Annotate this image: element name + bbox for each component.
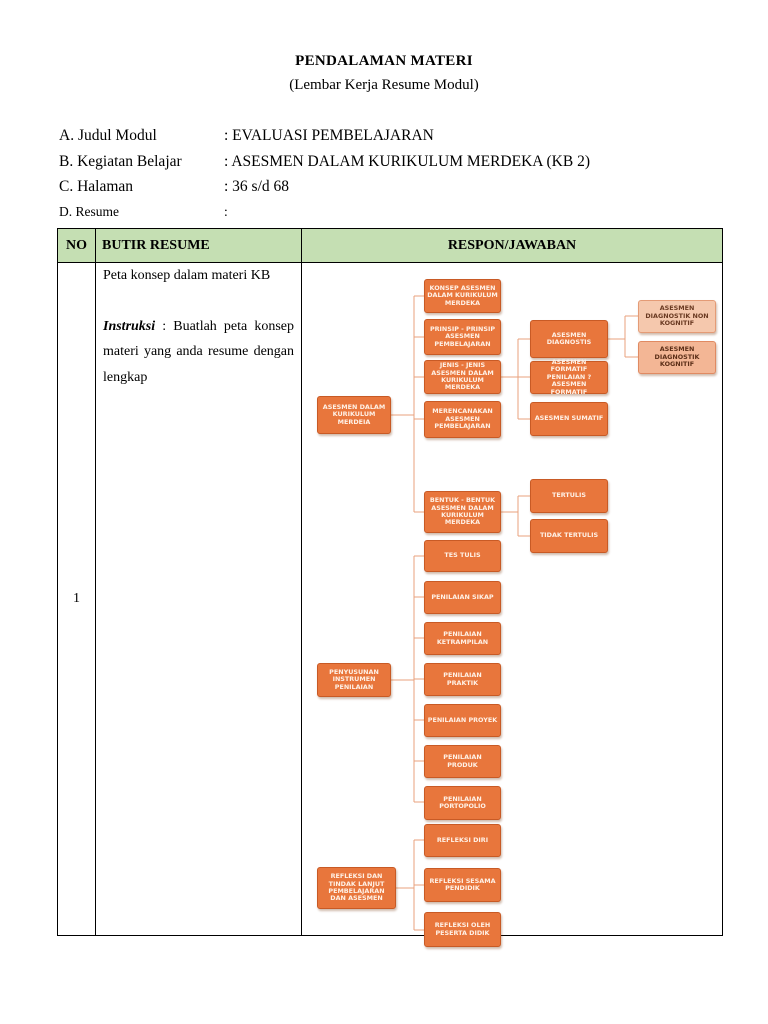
map-node-refleksi-sesama-pendidik: REFLEKSI SESAMA PENDIDIK	[424, 868, 501, 902]
meta-value-judul-modul: : EVALUASI PEMBELAJARAN	[224, 127, 434, 144]
meta-label-kegiatan-belajar: B. Kegiatan Belajar	[59, 153, 182, 170]
map-node-merencanakan-asesmen: MERENCANAKAN ASESMEN PEMBELAJARAN	[424, 401, 501, 438]
map-node-refleksi-diri: REFLEKSI DIRI	[424, 824, 501, 857]
map-node-jenis-asesmen: JENIS - JENIS ASESMEN DALAM KURIKULUM MERDEKA	[424, 360, 501, 394]
map-node-asesmen-diagnostis: ASESMEN DIAGNOSTIS	[530, 320, 608, 358]
map-node-konsep-asesmen: KONSEP ASESMEN DALAM KURIKULUM MERDEKA	[424, 279, 501, 313]
map-node-penilaian-praktik: PENILAIAN PRAKTIK	[424, 663, 501, 696]
instruksi-paragraph	[103, 314, 294, 391]
map-node-penilaian-proyek: PENILAIAN PROYEK	[424, 704, 501, 737]
meta-label-resume: D. Resume	[59, 204, 119, 219]
map-root-penyusunan-instrumen: PENYUSUNAN INSTRUMEN PENILAIAN	[317, 663, 391, 697]
map-root-asesmen-kurikulum: ASESMEN DALAM KURIKULUM MERDEIA	[317, 396, 391, 434]
table-row	[58, 263, 723, 936]
table-header-row	[58, 229, 723, 263]
butir-line: Peta konsep dalam materi KB	[103, 268, 271, 283]
map-node-penilaian-sikap: PENILAIAN SIKAP	[424, 581, 501, 614]
map-node-tertulis: TERTULIS	[530, 479, 608, 513]
respon-cell	[302, 263, 723, 936]
map-node-tidak-tertulis: TIDAK TERTULIS	[530, 519, 608, 553]
map-node-asesmen-formatif: ASESMEN FORMATIF PENILAIAN ? ASESMEN FORMATIF	[530, 361, 608, 394]
header-butir-resume: BUTIR RESUME	[96, 229, 302, 263]
map-node-prinsip-asesmen: PRINSIP - PRINSIP ASESMEN PEMBELAJARAN	[424, 319, 501, 355]
header-respon-jawaban: RESPON/JAWABAN	[302, 229, 723, 263]
map-node-asesmen-sumatif: ASESMEN SUMATIF	[530, 402, 608, 436]
map-node-refleksi-peserta-didik: REFLEKSI OLEH PESERTA DIDIK	[424, 912, 501, 947]
meta-value-kegiatan-belajar: : ASESMEN DALAM KURIKULUM MERDEKA (KB 2)	[224, 153, 590, 170]
butir-resume-cell	[96, 263, 302, 936]
map-node-bentuk-asesmen: BENTUK - BENTUK ASESMEN DALAM KURIKULUM MERDEKA	[424, 491, 501, 533]
map-root-refleksi-tindak-lanjut: REFLEKSI DAN TINDAK LANJUT PEMBELAJARAN DAN ASESMEN	[317, 867, 396, 909]
map-node-penilaian-ketrampilan: PENILAIAN KETRAMPILAN	[424, 622, 501, 655]
map-node-diagnostik-kognitif: ASESMEN DIAGNOSTIK KOGNITIF	[638, 341, 716, 374]
meta-value-resume: :	[224, 204, 228, 219]
map-node-diagnostik-non-kognitif: ASESMEN DIAGNOSTIK NON KOGNITIF	[638, 300, 716, 333]
meta-value-halaman: : 36 s/d 68	[224, 178, 290, 195]
header-no: NO	[58, 229, 96, 263]
instruksi-text: : Buatlah peta konsep materi yang anda resume dengan lengkap	[103, 318, 294, 385]
page-subtitle: (Lembar Kerja Resume Modul)	[289, 77, 479, 93]
resume-table	[57, 228, 723, 936]
instruksi-label: Instruksi	[103, 318, 156, 334]
row-number: 1	[58, 263, 96, 936]
map-node-penilaian-produk: PENILAIAN PRODUK	[424, 745, 501, 778]
map-node-penilaian-portopolio: PENILAIAN PORTOPOLIO	[424, 786, 501, 820]
meta-label-halaman: C. Halaman	[59, 178, 134, 195]
page-title: PENDALAMAN MATERI	[295, 53, 473, 69]
map-node-tes-tulis: TES TULIS	[424, 540, 501, 572]
meta-label-judul-modul: A. Judul Modul	[59, 127, 157, 144]
